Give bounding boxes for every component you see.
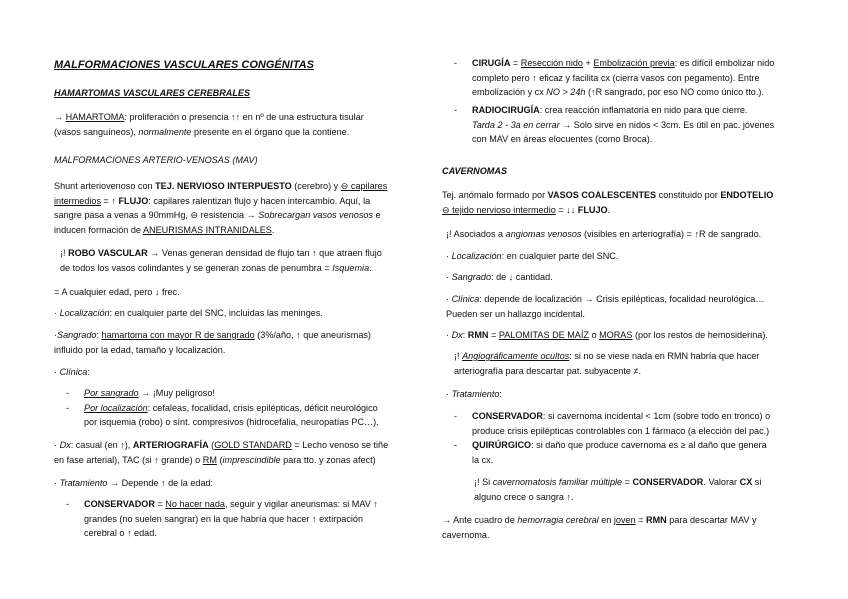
list-item: - Por localización: cefaleas, focalidad, crisis epilépticas, déficit neurológico xyxy=(58,401,407,416)
shunt-paragraph: Shunt arteriovenoso con TEJ. NERVIOSO INTERPUESTO (cerebro) y ⊖ capilares intermedios = ↑ FLUJO: capilares ralentizan flujo y hacen intercambio. Aquí, la sangre pasa a venas a 90mmHg, ⊖ resistencia → Sobrecargan vasos venosos e inducen formación de ANEURISMAS INTRANIDALES. xyxy=(54,181,388,235)
cirugia-item: - CIRUGÍA = Resección nido + Embolización previa: es difícil embolizar nido completo pero ↑ eficaz y facilita cx (cierra vasos con pegamento). Entre embolización y cx NO > 24h (↑R sangrado, por eso NO como único tto.). xyxy=(446,56,795,100)
edad-line: = A cualquier edad, pero ↓ frec. xyxy=(54,287,180,297)
clinica-paragraph-cav: · Clínica: depende de localización → Crisis epilépticas, focalidad neurológica… Pueden ser un hallazgo incidental. xyxy=(446,294,765,319)
clinica-list: - Por sangrado → ¡Muy peligroso! - Por localización: cefaleas, focalidad, crisis epilépticas, déficit neurológico por isquemia (robo) o sínt. compresivos (hidrocefalia, neuropatías PC…). xyxy=(58,386,407,430)
section-heading-mav: MALFORMACIONES ARTERIO-VENOSAS (MAV) xyxy=(54,155,258,165)
section-heading-hamartomas: HAMARTOMAS VASCULARES CEREBRALES xyxy=(54,88,251,98)
localizacion-line-cav: · Localización: en cualquier parte del SNC. xyxy=(446,251,619,261)
cavernomatosis-note: ¡! Si cavernomatosis familiar múltiple = CONSERVADOR. Valorar CX si alguno crece o sangra ↑. xyxy=(474,477,762,502)
dx-line-cav: · Dx: RMN = PALOMITAS DE MAÍZ o MORAS (por los restos de hemosiderina). xyxy=(446,330,768,340)
tratamiento-list-cav: - CONSERVADOR: si cavernoma incidental < 1cm (sobre todo en tronco) o produce crisis epilépticas controlables con 1 fármaco (a elección del pac.) - QUIRÚRGICO: si daño que produce cavernoma es ≥ al daño que genera la cx. xyxy=(446,409,795,467)
conservador-item: - CONSERVADOR = No hacer nada, seguir y vigilar aneurismas: si MAV ↑ grandes (no suelen sangrar) en la que habría que hacer ↑ extirpación cerebral o ↑ edad. xyxy=(58,497,407,541)
list-item: - QUIRÚRGICO: si daño que produce cavernoma es ≥ al daño que genera xyxy=(446,438,795,453)
document-title: MALFORMACIONES VASCULARES CONGÉNITAS xyxy=(54,59,314,71)
robo-vascular-note: ¡! ROBO VASCULAR → Venas generan densidad de flujo tan ↑ que atraen flujo de todos los vasos colindantes y se generan zonas de penumbra = Isquemia. xyxy=(60,248,382,273)
sangrado-paragraph: ·Sangrado: hamartoma con mayor R de sangrado (3%/año, ↑ que aneurismas) influido por la edad, tamaño y localización. xyxy=(54,330,371,355)
tratamiento-line-cav: · Tratamiento: xyxy=(446,389,502,399)
clinica-line: · Clínica: xyxy=(54,367,90,377)
hamartoma-paragraph: → HAMARTOMA: proliferación o presencia ↑↑ en nº de una estructura tisular (vasos sanguíneos), normalmente presente en el órgano que la contiene. xyxy=(54,112,364,137)
cavernoma-definition: Tej. anómalo formado por VASOS COALESCENTES constituido por ENDOTELIO ⊖ tejido nervioso intermedio = ↓↓ FLUJO. xyxy=(442,190,774,215)
angiografia-note: ¡! Angiográficamente ocultos: si no se viese nada en RMN habría que hacer arteriografía para descartar pat. subyacente ≠. xyxy=(454,351,760,376)
dx-paragraph: · Dx: casual (en ↑), ARTERIOGRAFÍA (GOLD STANDARD = Lecho venoso se tiñe en fase arterial), TAC (si ↑ grande) o RM (imprescindible para tto. y zonas afect) xyxy=(54,440,389,465)
sangrado-line-cav: · Sangrado: de ↓ cantidad. xyxy=(446,272,553,282)
tratamiento-line: · Tratamiento → Depende ↑ de la edad: xyxy=(54,478,214,488)
list-item: - Por sangrado → ¡Muy peligroso! xyxy=(58,386,407,401)
localizacion-line: · Localización: en cualquier parte del SNC, incluidas las meninges. xyxy=(54,308,323,318)
hemorragia-note: → Ante cuadro de hemorragia cerebral en joven = RMN para descartar MAV y cavernoma. xyxy=(442,515,757,540)
section-heading-cavernomas: CAVERNOMAS xyxy=(442,166,508,176)
list-item: - CONSERVADOR: si cavernoma incidental < 1cm (sobre todo en tronco) o xyxy=(446,409,795,424)
radiocirugia-item: - RADIOCIRUGÍA: crea reacción inflamatoria en nido para que cierre. Tarda 2 - 3a en cerrar → Solo sirve en nidos < 3cm. Es útil en pac. jóvenes con MAV en áreas elocuentes (como Broca). xyxy=(446,103,795,147)
asociados-line: ¡! Asociados a angiomas venosos (visibles en arteriografía) = ↑R de sangrado. xyxy=(446,229,762,239)
